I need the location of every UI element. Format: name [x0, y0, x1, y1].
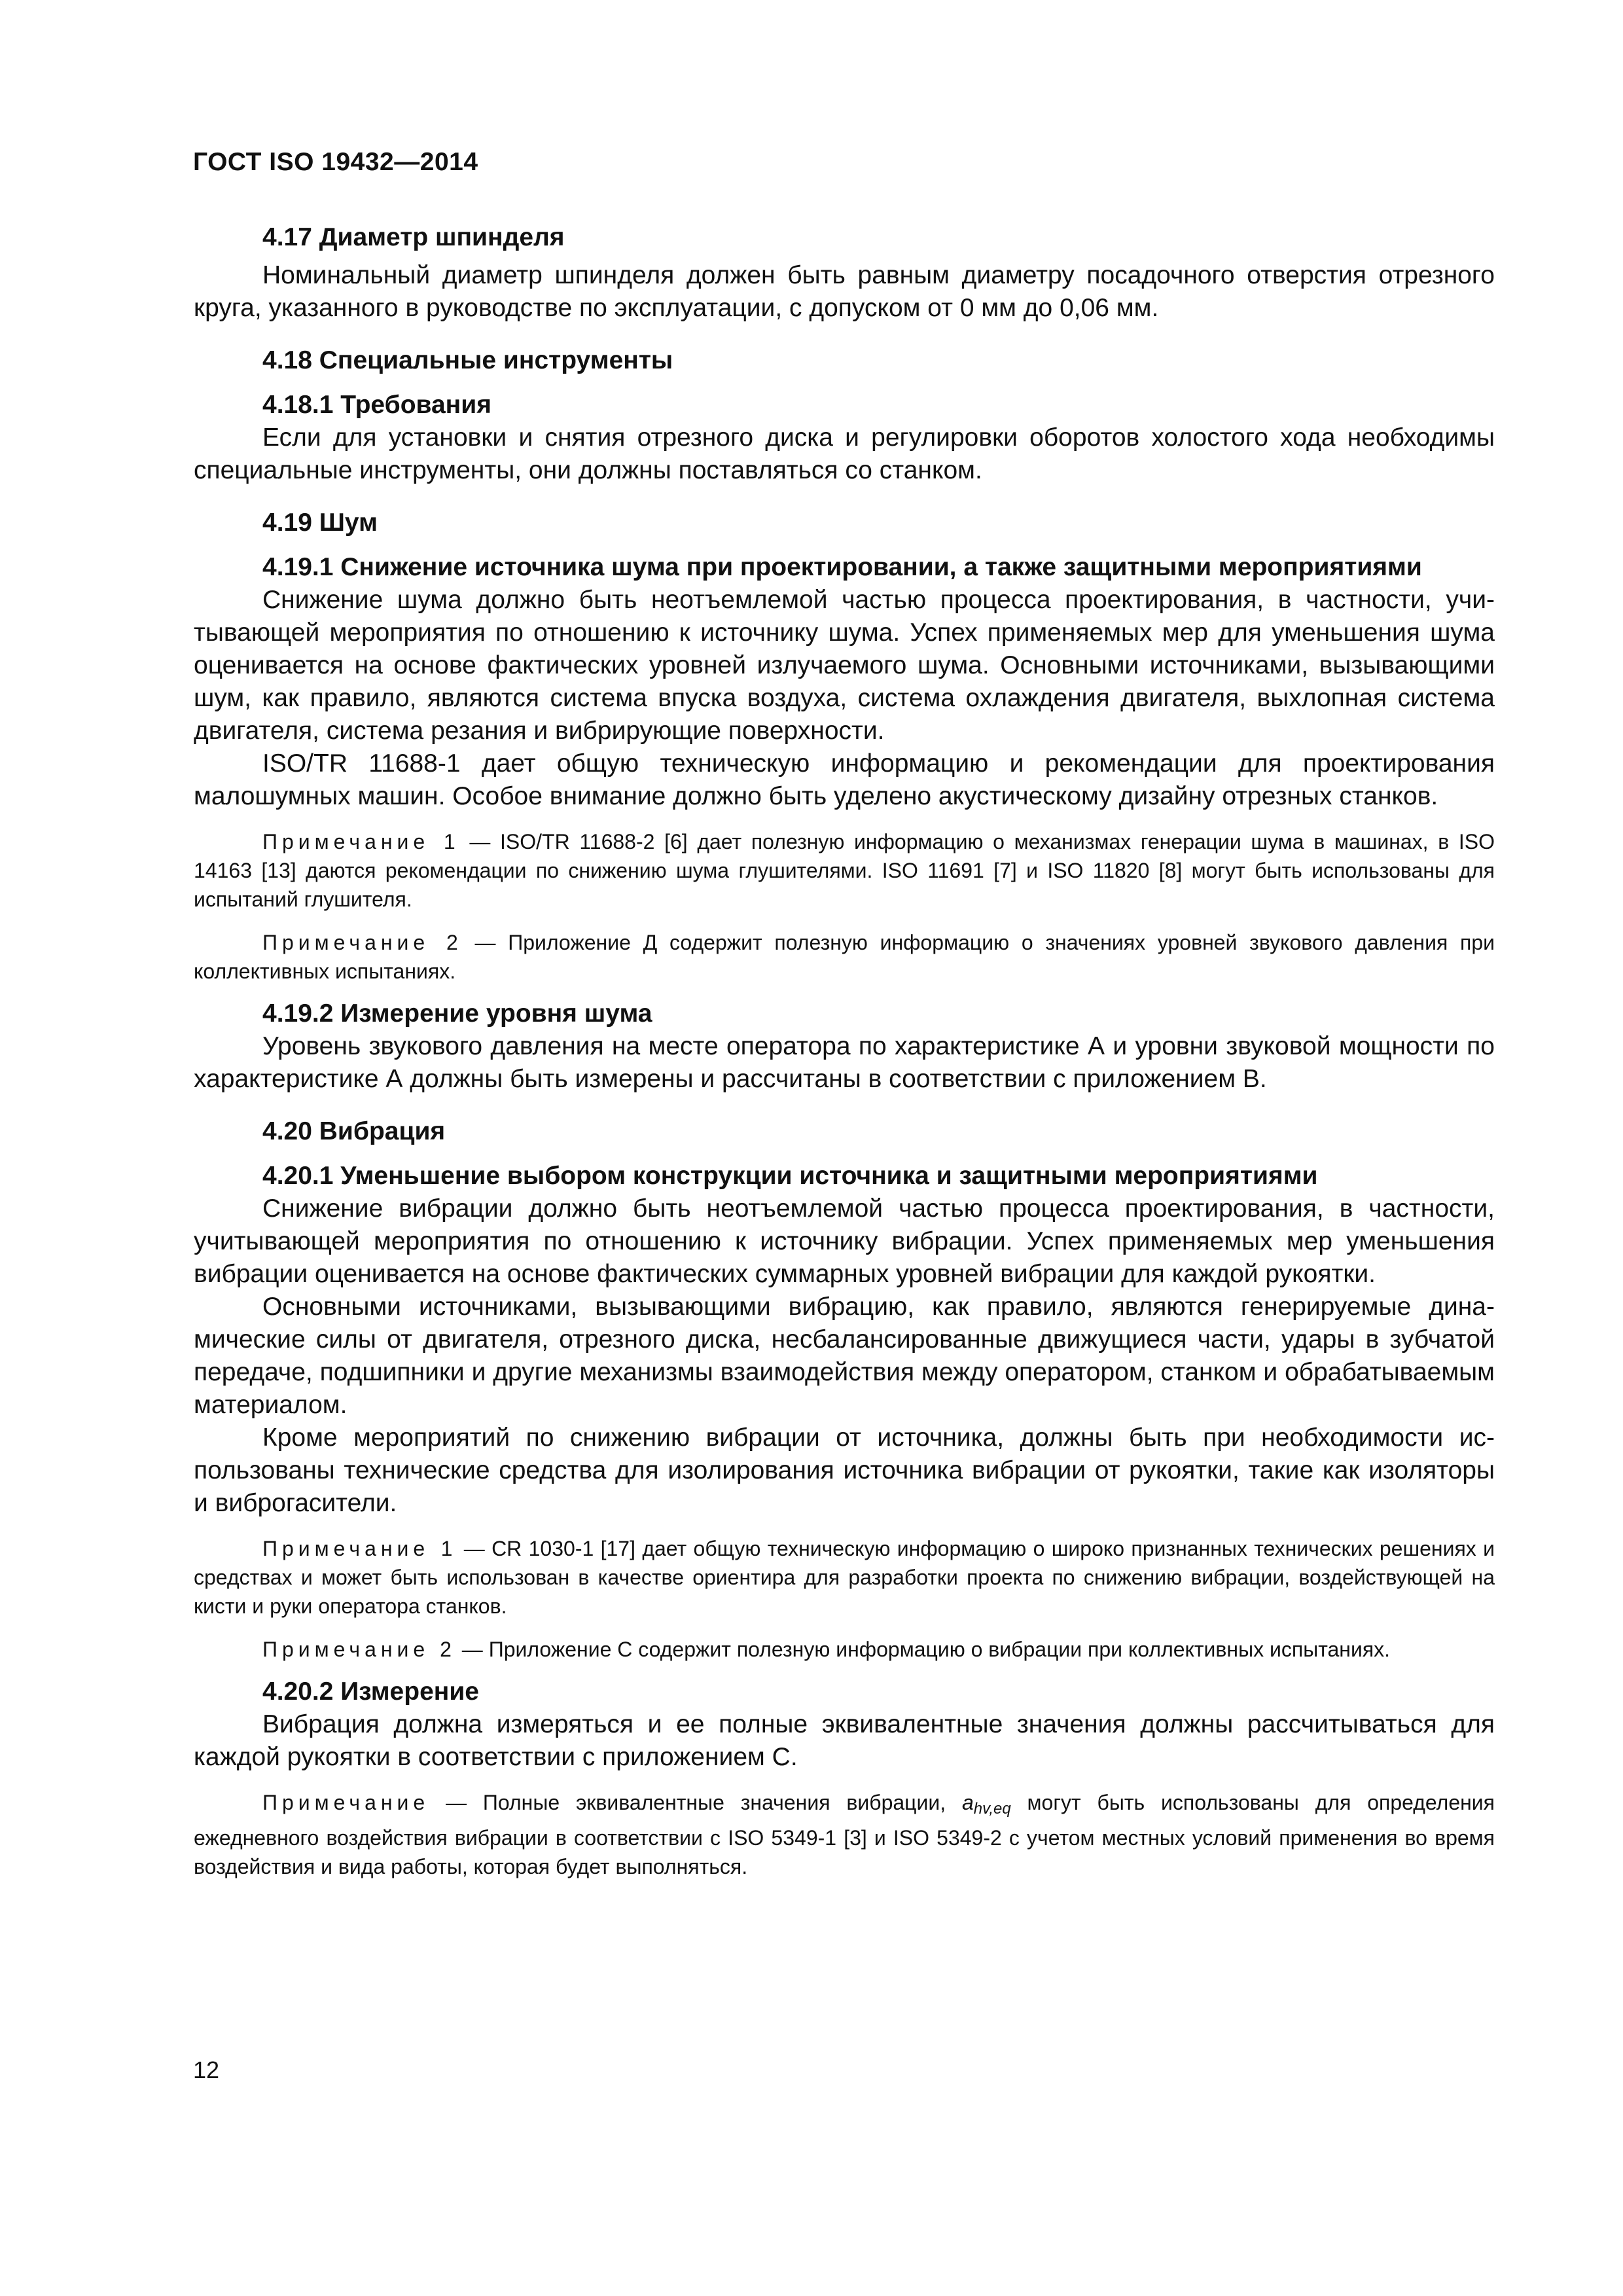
- page-number: 12: [193, 2056, 220, 2083]
- paragraph-4-20-1-c: Кроме мероприятий по снижению вибрации от источника, должны быть при необходимости использованы технические средства для изолирования источника вибрации от рукоятки, такие как изоляторы и виброгасители.: [194, 1424, 1495, 1517]
- note-4-19-1: [194, 827, 1495, 914]
- vibration-symbol: a: [961, 1791, 974, 1814]
- paragraph-4-19-2: Уровень звукового давления на месте оператора по характеристике А и уровни звуковой мощности по характеристике А должны быть измерены и рассчитаны в соответствии с приложением В.: [194, 1032, 1495, 1093]
- paragraph-4-18-1: Если для установки и снятия отрезного диска и регулировки оборотов холостого хода необходимы специальные инструменты, они должны поставляться со станком.: [194, 423, 1495, 484]
- note-text: — Приложение С содержит полезную информацию о вибрации при коллективных испытаниях.: [455, 1638, 1391, 1661]
- note-4-20-3: [194, 1788, 1495, 1881]
- paragraph-4-19-1-a: Снижение шума должно быть неотъемлемой частью процесса проектирования, в частности, учитывающей мероприятия по отношению к источнику шума. Успех применяемых мер для уменьшения шума оценивается на основе фактических уровней излучаемого шума. Основными источниками, вызывающими шум, как правило, являются система впуска воздуха, система охлаждения двигателя, выхлопная система двигателя, система резания и вибрирующие поверхности.: [194, 586, 1495, 745]
- note-4-19-2: [194, 928, 1495, 986]
- subsection-heading-4-19-2: 4.19.2 Измерение уровня шума: [262, 999, 652, 1028]
- section-heading-4-20: 4.20 Вибрация: [262, 1117, 446, 1145]
- section-heading-4-17: 4.17 Диаметр шпинделя: [262, 223, 565, 251]
- section-heading-4-19: 4.19 Шум: [262, 509, 378, 537]
- note-4-20-2: [194, 1635, 1495, 1664]
- note-4-20-1: [194, 1534, 1495, 1621]
- document-body: [194, 221, 1495, 1881]
- note-label: Примечание 1: [262, 1537, 457, 1560]
- subsection-heading-4-19-1: 4.19.1 Снижение источника шума при проектировании, а также защитными мероприятиями: [262, 553, 1422, 581]
- paragraph-4-17: Номинальный диаметр шпинделя должен быть равным диаметру посадочного отверстия отрезного круга, указанного в руководстве по эксплуатации, с допуском от 0 мм до 0,06 мм.: [194, 261, 1495, 322]
- document-code-header: ГОСТ ISO 19432—2014: [193, 148, 478, 176]
- paragraph-4-20-2: Вибрация должна измеряться и ее полные эквивалентные значения должны рассчитываться для каждой рукоятки в соответствии с приложением С.: [194, 1710, 1495, 1771]
- note-label: Примечание 2: [262, 931, 463, 954]
- paragraph-4-19-1-b: ISO/TR 11688-1 дает общую техническую информацию и рекомендации для проектирования малошумных машин. Особое внимание должно быть уделено акустическому дизайну отрезных станков.: [194, 749, 1495, 810]
- subsection-heading-4-20-1: 4.20.1 Уменьшение выбором конструкции источника и защитными мероприятиями: [262, 1162, 1318, 1190]
- subsection-heading-4-20-2: 4.20.2 Измерение: [262, 1677, 479, 1706]
- note-label: Примечание 1: [262, 830, 460, 853]
- paragraph-4-20-1-a: Снижение вибрации должно быть неотъемлемой частью процесса проектирования, в частности, учитывающей мероприятия по отношению к источнику вибрации. Успех применяемых мер уменьшения вибрации оценивается на основе фактических суммарных уровней вибрации для каждой рукоятки.: [194, 1194, 1495, 1288]
- note-text: — Полные эквивалентные значения вибрации,: [429, 1791, 962, 1814]
- note-text: могут быть использованы для определения ежедневного воздействия вибрации в соответствии с ISO 5349-1 [3] и ISO 5349-2 с учетом местных условий применения во время воздействия и вида работы, которая будет выполняться.: [194, 1791, 1495, 1878]
- note-text: — ISO/TR 11688-2 [6] дает полезную информацию о механизмах генерации шума в машинах, в ISO 14163 [13] даются рекомендации по снижению шума глушителями. ISO 11691 [7] и ISO 11820 [8] могут быть использованы для испытаний глушителя.: [194, 830, 1495, 911]
- vibration-symbol-subscript: hv,eq: [973, 1800, 1011, 1818]
- note-label: Примечание: [262, 1791, 430, 1814]
- subsection-heading-4-18-1: 4.18.1 Требования: [262, 391, 491, 419]
- note-text: — CR 1030-1 [17] дает общую техническую информацию о широко признанных технических решениях и средствах и может быть использован в качестве ориентира для разработки проекта по снижению вибрации, воздействующей на кисти и руки оператора станков.: [194, 1537, 1495, 1618]
- note-label: Примечание 2: [262, 1638, 456, 1661]
- note-text: — Приложение Д содержит полезную информацию о значениях уровней звукового давления при коллективных испытаниях.: [194, 931, 1495, 983]
- paragraph-4-20-1-b: Основными источниками, вызывающими вибрацию, как правило, являются генерируемые динамические силы от двигателя, отрезного диска, несбалансированные движущиеся части, удары в зубчатой передаче, подшипники и другие механизмы взаимодействия между оператором, станком и обрабатываемым материалом.: [194, 1293, 1495, 1419]
- section-heading-4-18: 4.18 Специальные инструменты: [262, 346, 673, 374]
